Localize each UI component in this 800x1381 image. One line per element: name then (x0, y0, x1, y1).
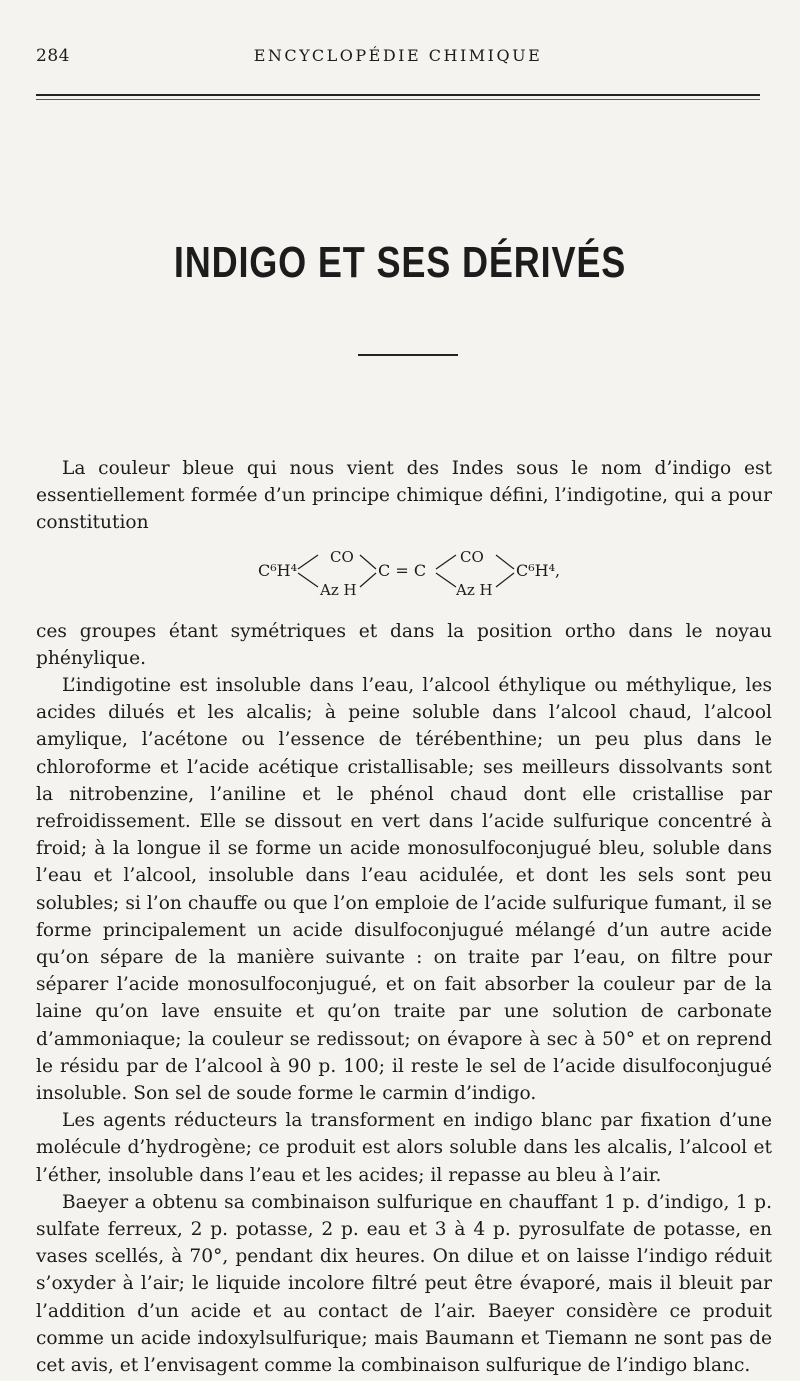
bond-right-up (496, 555, 514, 569)
formula-right-group: C⁶H⁴, (516, 561, 561, 580)
bond-mid-left-down (360, 573, 376, 587)
page-header (36, 46, 760, 76)
chapter-title: INDIGO ET SES DÉRIVÉS (173, 238, 627, 287)
title-divider (358, 354, 458, 356)
bond-left-up (298, 555, 318, 569)
formula-note (36, 618, 772, 672)
intro-text: La couleur bleue qui nous vient des Indes sous le nom d’indigo est essentiellement formée d’un principe chimique défini, l’indigotine, qui a pour constitution (36, 458, 772, 534)
formula-azh-left: Az H (320, 581, 357, 598)
paragraph-baeyer: Baeyer a obtenu sa combinaison sulfurique en chauffant 1 p. d’indigo, 1 p. sulfate ferreux, 2 p. potasse, 2 p. eau et 3 à 4 p. pyrosulfate de potasse, en vases scellés, à 70°, pendant dix heures. On dilue et on laisse l’indigo réduit s’oxyder à l’air; le liquide incolore filtré peut être évaporé, mais il bleuit par l’addition d’un acide et au contact de l’air. Baeyer considère ce produit comme un acide indoxylsulfurique; mais Baumann et Tiemann ne sont pas de cet avis, et l’envisagent comme la combinaison sulfurique de l’indigo blanc. (36, 1191, 772, 1377)
bond-left-down (298, 573, 318, 587)
formula-diagram (0, 540, 800, 598)
paragraph-solubility: L’indigotine est insoluble dans l’eau, l’alcool éthylique ou méthylique, les acides dilués et les alcalis; à peine soluble dans l’alcool chaud, l’alcool amylique, l’acétone ou l’essence de térébenthine; un peu plus dans le chloroforme et l’acide acétique cristallisable; ses meilleurs dissolvants sont la nitrobenzine, l’aniline et le phénol chaud dont elle cristallise par refroidissement. Elle se dissout en vert dans l’acide sulfurique concentré à froid; à la longue il se forme un acide monosulfoconjugué bleu, soluble dans l’eau et l’alcool, insoluble dans l’eau acidulée, et dont les sels sont peu solubles; si l’on chauffe ou que l’on emploie de l’acide sulfurique fumant, il se forme principalement un acide disulfoconjugué mélangé d’un autre acide qu’on sépare de la manière suivante : on traite par l’eau, on filtre pour séparer l’acide monosulfoconjugué, et on fait absorber la couleur par de la laine qu’on lave ensuite et qu’on traite par une solution de carbonate d’ammoniaque; la couleur se redissout; on évapore à sec à 50° et on reprend le résidu par de l’alcool à 90 p. 100; il reste le sel de l’acide disulfoconjugué insoluble. Son sel de soude forme le carmin d’indigo. (36, 675, 772, 1105)
bond-mid-right-up (436, 555, 456, 569)
bond-right-down (496, 573, 514, 587)
bond-mid-left-up (360, 555, 376, 569)
indigotine-formula (0, 540, 800, 598)
body-text (36, 672, 772, 1379)
page-number: 284 (36, 46, 70, 66)
formula-left-group: C⁶H⁴ (258, 561, 298, 580)
paragraph-reduction: Les agents réducteurs la transforment en indigo blanc par fixation d’une molécule d’hydrogène; ce produit est alors soluble dans les alcalis, l’alcool et l’éther, insoluble dans l’eau et les acides; il repasse au bleu à l’air. (36, 1110, 772, 1186)
formula-azh-right: Az H (456, 581, 493, 598)
header-rule (36, 94, 760, 96)
formula-co-left: CO (330, 548, 354, 566)
intro-paragraph (36, 455, 772, 537)
running-title: ENCYCLOPÉDIE CHIMIQUE (253, 46, 543, 65)
formula-co-right: CO (460, 548, 484, 566)
formula-note-text: ces groupes étant symétriques et dans la position ortho dans le noyau phénylique. (36, 621, 772, 670)
bond-mid-right-down (436, 573, 456, 587)
header-rule-thin (36, 99, 760, 100)
formula-center: C = C (378, 561, 427, 580)
